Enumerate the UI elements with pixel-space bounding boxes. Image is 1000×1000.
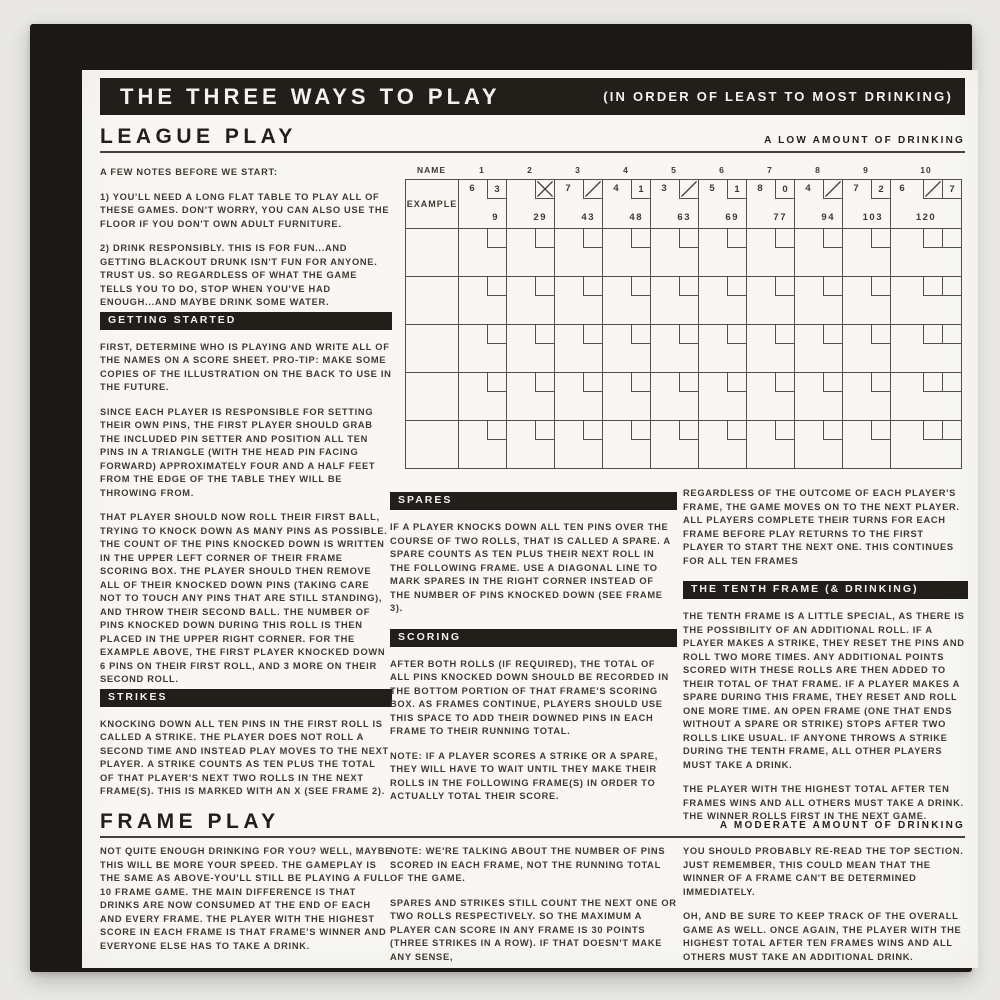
black-sleeve-border	[30, 24, 972, 972]
frame-cell	[891, 229, 961, 276]
second-roll-box	[583, 229, 602, 248]
league-left-column	[100, 166, 392, 799]
frame-cell	[603, 421, 651, 468]
first-roll-value: 7	[853, 183, 859, 194]
second-roll-box	[583, 421, 602, 440]
frame-cell	[555, 325, 603, 372]
frame-cell	[795, 229, 843, 276]
frame-total: 63	[677, 212, 691, 223]
second-roll-box	[871, 325, 890, 344]
frame-cell	[603, 325, 651, 372]
second-roll-box	[583, 373, 602, 392]
getting-started-text	[100, 341, 392, 687]
spares-text	[390, 521, 677, 616]
frame-total: 94	[821, 212, 835, 223]
scoring-text	[390, 658, 677, 804]
frame-cell	[459, 229, 507, 276]
empty-score-row	[406, 420, 961, 468]
frame-play-column-1	[100, 845, 392, 953]
second-roll-box	[631, 421, 650, 440]
frame-cell	[603, 229, 651, 276]
second-roll-box	[871, 229, 890, 248]
first-roll-value: 3	[661, 183, 667, 194]
frame-cell	[459, 180, 507, 228]
second-roll-box	[679, 325, 698, 344]
second-roll-box	[583, 325, 602, 344]
first-roll-value: 6	[469, 183, 475, 194]
paragraph: REGARDLESS OF THE OUTCOME OF EACH PLAYER'S FRAME, THE GAME MOVES ON TO THE NEXT PLAYER. ALL PLAYERS COMPLETE THEIR TURNS FOR EACH FRAME BEFORE PLAY RETURNS TO THE FIRST PLAYER TO START THE NEXT ONE. THIS CONTINUES FOR ALL TEN FRAMES	[683, 488, 960, 566]
paragraph: A FEW NOTES BEFORE WE START:	[100, 167, 278, 177]
second-roll-box	[871, 277, 890, 296]
frame-cell	[507, 325, 555, 372]
frame-total: 103	[862, 212, 883, 223]
frame-total: 120	[915, 212, 937, 223]
frame-cell	[747, 421, 795, 468]
frame-cell	[459, 277, 507, 324]
frame-cell	[555, 373, 603, 420]
second-roll-box	[535, 373, 554, 392]
second-roll-box	[631, 229, 650, 248]
spares-header: SPARES	[390, 492, 677, 510]
second-roll-box: 1	[727, 180, 746, 199]
frame-play-heading: FRAME PLAY	[100, 810, 280, 833]
page-title-tagline: (IN ORDER OF LEAST TO MOST DRINKING)	[603, 89, 953, 104]
frame-cell	[651, 180, 699, 228]
frame-cell	[843, 229, 891, 276]
frame-total: 43	[581, 212, 595, 223]
second-roll-box	[923, 180, 942, 199]
second-roll-box	[631, 277, 650, 296]
second-roll-box	[775, 373, 794, 392]
second-roll-box	[727, 421, 746, 440]
paragraph: IF A PLAYER KNOCKS DOWN ALL TEN PINS OVER THE COURSE OF TWO ROLLS, THAT IS CALLED A SPARE. A SPARE COUNTS AS TEN PLUS THEIR NEXT ROLL IN THE FOLLOWING FRAME. USE A DIAGONAL LINE TO MARK SPARES IN THE RIGHT CORNER INSTEAD OF THE NUMBER OF PINS KNOCKED DOWN (SEE FRAME 3).	[390, 522, 671, 613]
frame-cell	[747, 180, 795, 228]
frame-cell	[459, 373, 507, 420]
frame-cell	[747, 325, 795, 372]
score-sheet-grid	[405, 179, 962, 469]
second-roll-box	[487, 421, 506, 440]
frame-cell	[507, 373, 555, 420]
frame-cell	[747, 373, 795, 420]
frame-cell	[891, 325, 961, 372]
second-roll-box	[535, 325, 554, 344]
frame-cell	[699, 277, 747, 324]
frame-cell	[795, 373, 843, 420]
first-roll-value: 4	[805, 183, 811, 194]
third-roll-box	[942, 373, 961, 392]
second-roll-box	[535, 180, 554, 199]
frame-total: 29	[533, 212, 547, 223]
scoring-header: SCORING	[390, 629, 677, 647]
page-title: THE THREE WAYS TO PLAY	[120, 83, 501, 109]
intro-notes	[100, 166, 392, 310]
paragraph: NOTE: IF A PLAYER SCORES A STRIKE OR A SPARE, THEY WILL HAVE TO WAIT UNTIL THEY MAKE THEIR ROLLS IN THE FOLLOWING FRAME(S) IN ORDER TO ACTUALLY TOTAL THEIR SCORE.	[390, 750, 659, 801]
empty-score-row	[406, 372, 961, 420]
frame-play-drinking-label: A MODERATE AMOUNT OF DRINKING	[719, 820, 965, 831]
third-roll-box	[942, 325, 961, 344]
frame-cell	[459, 421, 507, 468]
frame-cell	[651, 421, 699, 468]
second-roll-box	[679, 180, 698, 199]
empty-score-row	[406, 324, 961, 372]
frame-cell	[843, 421, 891, 468]
second-roll-box	[775, 421, 794, 440]
paragraph: OH, AND BE SURE TO KEEP TRACK OF THE OVERALL GAME AS WELL. ONCE AGAIN, THE PLAYER WITH THE HIGHEST TOTAL AFTER TEN FRAMES WINS AND ALL OTHERS MUST TAKE AN ADDITIONAL DRINK.	[683, 911, 962, 962]
name-column-header: NAME	[416, 165, 447, 175]
frame-cell	[747, 229, 795, 276]
paragraph: THE PLAYER WITH THE HIGHEST TOTAL AFTER TEN FRAMES WINS AND ALL OTHERS MUST TAKE A DRINK. THE WINNER ROLLS FIRST IN THE NEXT GAME.	[683, 784, 964, 821]
frame-cell	[699, 325, 747, 372]
frame-cell	[507, 421, 555, 468]
frame-cell	[651, 325, 699, 372]
player-name-cell	[406, 325, 459, 372]
second-roll-box	[823, 229, 842, 248]
frame-total: 48	[629, 212, 643, 223]
paragraph: FIRST, DETERMINE WHO IS PLAYING AND WRITE ALL OF THE NAMES ON A SCORE SHEET. PRO-TIP: MAKE SOME COPIES OF THE ILLUSTRATION ON THE BACK TO USE IN THE FUTURE.	[100, 341, 392, 392]
empty-score-row	[406, 276, 961, 324]
frame-cell	[651, 373, 699, 420]
paragraph: THE TENTH FRAME IS A LITTLE SPECIAL, AS THERE IS THE POSSIBILITY OF AN ADDITIONAL ROLL. IF A PLAYER MAKES A STRIKE, THEY RESET THE PINS AND ROLL TWO MORE TIMES. ANY ADDITIONAL POINTS SCORED WITH THESE ROLLS ARE THEN ADDED TO THEIR TOTAL OF THAT FRAME. IF A PLAYER MAKES A SPARE DURING THIS FRAME, THEY RESET AND ROLL ONE MORE TIME. AN OPEN FRAME (ONE THAT ENDS WITHOUT A SPARE OR STRIKE) STOPS AFTER TWO ROLLS LIKE USUAL. IF ANYONE THROWS A STRIKE DURING THE TENTH FRAME, ALL OTHER PLAYERS MUST TAKE A DRINK.	[683, 611, 965, 770]
first-roll-value: 4	[613, 183, 619, 194]
second-roll-box	[535, 421, 554, 440]
frame-cell	[555, 229, 603, 276]
instruction-sheet	[82, 70, 978, 968]
second-roll-box	[583, 277, 602, 296]
second-roll-box	[487, 277, 506, 296]
second-roll-box	[631, 373, 650, 392]
frame-cell	[555, 277, 603, 324]
frame-play-heading-row	[100, 807, 965, 833]
second-roll-box: 1	[631, 180, 650, 199]
frame-cell	[507, 277, 555, 324]
paragraph: 1) YOU'LL NEED A LONG FLAT TABLE TO PLAY ALL OF THESE GAMES. DON'T WORRY, YOU CAN ALSO USE THE FLOOR IF YOU DON'T OWN ADULT FURNITURE.	[100, 191, 390, 229]
player-name-cell	[406, 421, 459, 468]
second-roll-box	[923, 229, 942, 248]
second-roll-box	[823, 325, 842, 344]
frame-column-header: 5	[671, 165, 677, 175]
frame-total: 77	[773, 212, 787, 223]
frame-cell	[603, 373, 651, 420]
second-roll-box	[583, 180, 602, 199]
spare-mark	[924, 180, 942, 198]
frame-cell	[507, 180, 555, 228]
league-middle-column	[390, 490, 677, 804]
tenth-frame-text	[683, 610, 968, 824]
frame-column-header: 6	[719, 165, 725, 175]
league-play-drinking-label: A LOW AMOUNT OF DRINKING	[764, 135, 965, 146]
frame-cell	[507, 229, 555, 276]
frame-column-header: 2	[527, 165, 533, 175]
second-roll-box	[631, 325, 650, 344]
league-play-rule	[100, 151, 965, 153]
second-roll-box	[923, 421, 942, 440]
second-roll-box	[487, 373, 506, 392]
second-roll-box	[727, 325, 746, 344]
frame-cell	[891, 373, 961, 420]
strikes-header: STRIKES	[100, 689, 392, 707]
frame-column-header: 9	[863, 165, 869, 175]
second-roll-box	[727, 373, 746, 392]
frame-cell	[795, 180, 843, 228]
frame-cell	[795, 421, 843, 468]
second-roll-box	[871, 373, 890, 392]
strike-mark	[536, 180, 554, 198]
frame-play-rule	[100, 836, 965, 838]
tenth-frame-header: THE TENTH FRAME (& DRINKING)	[683, 581, 968, 599]
frame-column-header: 4	[623, 165, 629, 175]
second-roll-box	[923, 325, 942, 344]
second-roll-box	[823, 373, 842, 392]
bowling-score-sheet	[405, 165, 962, 469]
second-roll-box	[823, 277, 842, 296]
frame-cell	[699, 180, 747, 228]
first-roll-value: 7	[565, 183, 571, 194]
second-roll-box	[775, 325, 794, 344]
second-roll-box: 0	[775, 180, 794, 199]
second-roll-box	[775, 229, 794, 248]
frame-column-header: 1	[479, 165, 485, 175]
frame-play-column-2	[390, 845, 677, 964]
second-roll-box	[535, 229, 554, 248]
paragraph: NOT QUITE ENOUGH DRINKING FOR YOU? WELL, MAYBE THIS WILL BE MORE YOUR SPEED. THE GAMEPLAY IS THE SAME AS ABOVE-YOU'LL STILL BE PLAYING A FULL 10 FRAME GAME. THE MAIN DIFFERENCE IS THAT DRINKS ARE NOW CONSUMED AT THE END OF EACH AND EVERY FRAME. THE PLAYER WITH THE HIGHEST SCORE IN EACH FRAME IS THAT FRAME'S WINNER AND EVERYONE ELSE HAS TO TAKE A DRINK.	[100, 846, 393, 951]
second-roll-box	[727, 277, 746, 296]
paragraph: THAT PLAYER SHOULD NOW ROLL THEIR FIRST BALL, TRYING TO KNOCK DOWN AS MANY PINS AS POSSIBLE. THE COUNT OF THE PINS KNOCKED DOWN IS WRITTEN IN THE UPPER LEFT CORNER OF THEIR FRAME SCORING BOX. THE PLAYER SHOULD THEN REMOVE ALL OF THEIR KNOCKED DOWN PINS (TAKING CARE NOT TO TOUCH ANY PINS THAT ARE STILL STANDING), AND THROW THEIR SECOND BALL. THE NUMBER OF PINS KNOCKED DOWN DURING THIS ROLL IS THEN PLACED IN THE UPPER RIGHT CORNER. FOR THE EXAMPLE ABOVE, THE FIRST PLAYER KNOCKED DOWN 6 PINS ON THEIR FIRST ROLL, AND 3 MORE ON THEIR SECOND ROLL.	[100, 512, 388, 684]
paragraph: 2) DRINK RESPONSIBLY. THIS IS FOR FUN...AND GETTING BLACKOUT DRUNK ISN'T FUN FOR ANYONE. TRUST US. SO REGARDLESS OF WHAT THE GAME TELLS YOU TO DO, STOP WHEN YOU'VE HAD ENOUGH...AND MAYBE DRINK SOME WATER.	[100, 243, 378, 307]
frame-cell	[795, 325, 843, 372]
frame-cell	[459, 325, 507, 372]
frame-play-column-3	[683, 845, 968, 964]
second-roll-box	[487, 325, 506, 344]
third-roll-box	[942, 277, 961, 296]
first-roll-value: 8	[757, 183, 763, 194]
spare-mark	[824, 180, 842, 198]
first-roll-value: 6	[899, 183, 905, 194]
second-roll-box	[535, 277, 554, 296]
frame-column-header: 7	[767, 165, 773, 175]
league-play-heading: LEAGUE PLAY	[100, 125, 297, 148]
frame-cell	[699, 421, 747, 468]
frame-cell	[891, 180, 961, 228]
strikes-text	[100, 718, 392, 799]
player-name-cell: EXAMPLE	[406, 180, 459, 228]
empty-score-row	[406, 228, 961, 276]
frame-cell	[843, 373, 891, 420]
second-roll-box	[923, 373, 942, 392]
frame-cell	[651, 229, 699, 276]
paragraph: NOTE: WE'RE TALKING ABOUT THE NUMBER OF PINS SCORED IN EACH FRAME, NOT THE RUNNING TOTAL OF THE GAME.	[390, 846, 666, 883]
turn-order-text	[683, 487, 968, 568]
third-roll-box	[942, 421, 961, 440]
frame-cell	[843, 325, 891, 372]
example-score-row	[406, 180, 961, 228]
frame-cell	[699, 373, 747, 420]
frame-cell	[603, 277, 651, 324]
paragraph: KNOCKING DOWN ALL TEN PINS IN THE FIRST ROLL IS CALLED A STRIKE. THE PLAYER DOES NOT ROLL A SECOND TIME AND INSTEAD PLAY MOVES TO THE NEXT PLAYER. A STRIKE COUNTS AS TEN PLUS THE TOTAL OF THAT PLAYER'S NEXT TWO ROLLS IN THE NEXT FRAME(S). THIS IS MARKED WITH AN X (SEE FRAME 2).	[100, 718, 389, 796]
frame-cell	[555, 421, 603, 468]
frame-column-header: 3	[575, 165, 581, 175]
frame-cell	[891, 421, 961, 468]
getting-started-header: GETTING STARTED	[100, 312, 392, 330]
league-right-column	[683, 487, 968, 824]
second-roll-box	[823, 180, 842, 199]
second-roll-box: 3	[487, 180, 506, 199]
spare-mark	[680, 180, 698, 198]
frame-total: 69	[725, 212, 739, 223]
frame-total: 9	[492, 212, 499, 223]
score-sheet-column-headers	[405, 165, 962, 178]
frame-cell	[555, 180, 603, 228]
second-roll-box	[823, 421, 842, 440]
spare-mark	[584, 180, 602, 198]
second-roll-box	[679, 277, 698, 296]
player-name-cell	[406, 229, 459, 276]
third-roll-box	[942, 229, 961, 248]
second-roll-box	[727, 229, 746, 248]
frame-cell	[843, 180, 891, 228]
second-roll-box	[679, 421, 698, 440]
second-roll-box	[679, 229, 698, 248]
frame-cell	[603, 180, 651, 228]
frame-cell	[747, 277, 795, 324]
paragraph: AFTER BOTH ROLLS (IF REQUIRED), THE TOTAL OF ALL PINS KNOCKED DOWN SHOULD BE RECORDED IN THE BOTTOM PORTION OF THAT FRAME'S SCORING BOX. AS FRAMES CONTINUE, PLAYERS SHOULD USE THIS SPACE TO ADD THEIR DOWNED PINS IN EACH FRAME TO THEIR RUNNING TOTAL.	[390, 658, 669, 736]
title-bar	[100, 78, 965, 115]
frame-column-header: 8	[815, 165, 821, 175]
paragraph: SINCE EACH PLAYER IS RESPONSIBLE FOR SETTING THEIR OWN PINS, THE FIRST PLAYER SHOULD GRAB THE INCLUDED PIN SETTER AND POSITION ALL TEN PINS IN A TRIANGLE (WITH THE HEAD PIN FACING FORWARD) APPROXIMATELY FOUR AND A HALF FEET FROM THE EDGE OF THE TABLE THEY WILL BE THROWING FROM.	[100, 406, 376, 498]
frame-cell	[891, 277, 961, 324]
second-roll-box	[923, 277, 942, 296]
league-play-heading-row	[100, 122, 965, 148]
second-roll-box	[487, 229, 506, 248]
second-roll-box	[775, 277, 794, 296]
second-roll-box	[679, 373, 698, 392]
frame-cell	[651, 277, 699, 324]
paragraph: YOU SHOULD PROBABLY RE-READ THE TOP SECTION. JUST REMEMBER, THIS COULD MEAN THAT THE WINNER OF A FRAME CAN'T BE DETERMINED IMMEDIATELY.	[683, 846, 964, 897]
second-roll-box	[871, 421, 890, 440]
frame-cell	[699, 229, 747, 276]
paragraph: SPARES AND STRIKES STILL COUNT THE NEXT ONE OR TWO ROLLS RESPECTIVELY. SO THE MAXIMUM A PLAYER CAN SCORE IN ANY FRAME IS 30 POINTS (THREE STRIKES IN A ROW). IF THAT DOESN'T MAKE ANY SENSE,	[390, 897, 677, 962]
player-name-cell	[406, 277, 459, 324]
third-roll-box: 7	[942, 180, 961, 199]
frame-column-header: 10	[920, 165, 932, 175]
first-roll-value: 5	[709, 183, 715, 194]
second-roll-box: 2	[871, 180, 890, 199]
frame-cell	[843, 277, 891, 324]
frame-cell	[795, 277, 843, 324]
player-name-cell	[406, 373, 459, 420]
